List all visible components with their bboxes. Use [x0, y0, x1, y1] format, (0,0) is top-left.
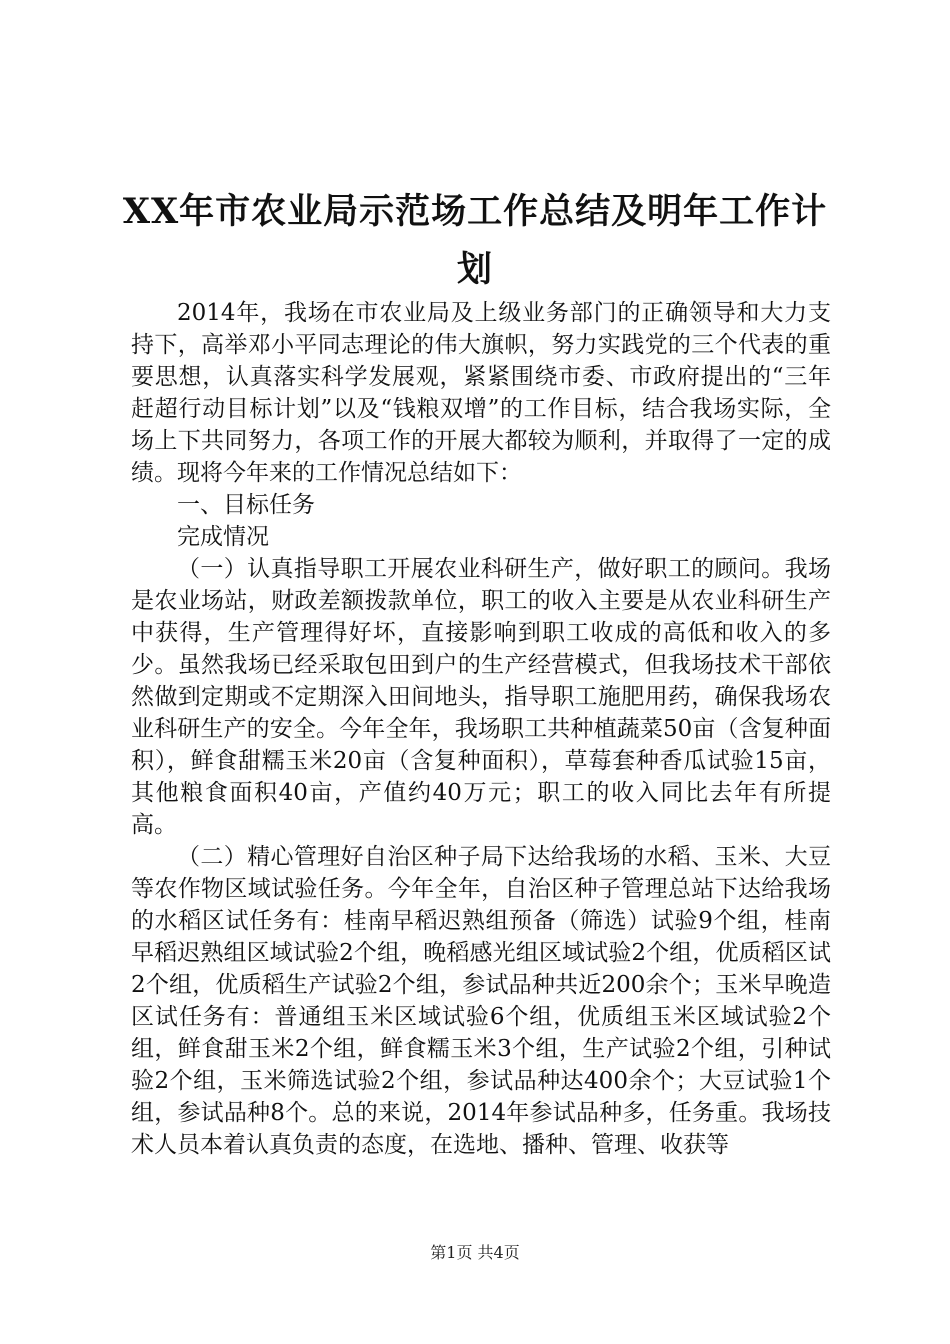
paragraph-item-1: （一）认真指导职工开展农业科研生产，做好职工的顾问。我场是农业场站，财政差额拨款单位，职工的收入主要是从农业科研生产中获得，生产管理得好坏，直接影响到职工收成的高低和收入的多少。虽然我场已经采取包田到户的生产经营模式，但我场技术干部依然做到定期或不定期深入田间地头，指导职工施肥用药，确保我场农业科研生产的安全。今年全年，我场职工共种植蔬菜50亩（含复种面积），鲜食甜糯玉米20亩（含复种面积），草莓套种香瓜试验15亩，其他粮食面积40亩，产值约40万元；职工的收入同比去年有所提高。 — [131, 556, 831, 838]
intro-paragraph: 2014年，我场在市农业局及上级业务部门的正确领导和大力支持下，高举邓小平同志理论的伟大旗帜，努力实践党的三个代表的重要思想，认真落实科学发展观，紧紧围绕市委、市政府提出的“三年赶超行动目标计划”以及“钱粮双增”的工作目标，结合我场实际，全场上下共同努力，各项工作的开展大都较为顺利，并取得了一定的成绩。现将今年来的工作情况总结如下： — [131, 300, 831, 486]
page-footer: 第1页 共4页 — [430, 1243, 520, 1262]
document-title: XX年市农业局示范场工作总结及明年工作计划 — [122, 191, 828, 290]
subsection-heading: 完成情况 — [177, 524, 269, 550]
paragraph-item-2: （二）精心管理好自治区种子局下达给我场的水稻、玉米、大豆等农作物区域试验任务。今年全年，自治区种子管理总站下达给我场的水稻区试任务有：桂南早稻迟熟组预备（筛选）试验9个组，桂南早稻迟熟组区域试验2个组，晚稻感光组区域试验2个组，优质稻区试2个组，优质稻生产试验2个组，参试品种共近200余个；玉米早晚造区试任务有：普通组玉米区域试验6个组，优质组玉米区域试验2个组，鲜食甜玉米2个组，鲜食糯玉米3个组，生产试验2个组，引种试验2个组，玉米筛选试验2个组，参试品种达400余个；大豆试验1个组，参试品种8个。总的来说，2014年参试品种多，任务重。我场技术人员本着认真负责的态度，在选地、播种、管理、收获等 — [131, 844, 831, 1158]
section-heading: 一、目标任务 — [177, 492, 315, 518]
document-body — [131, 297, 831, 1161]
